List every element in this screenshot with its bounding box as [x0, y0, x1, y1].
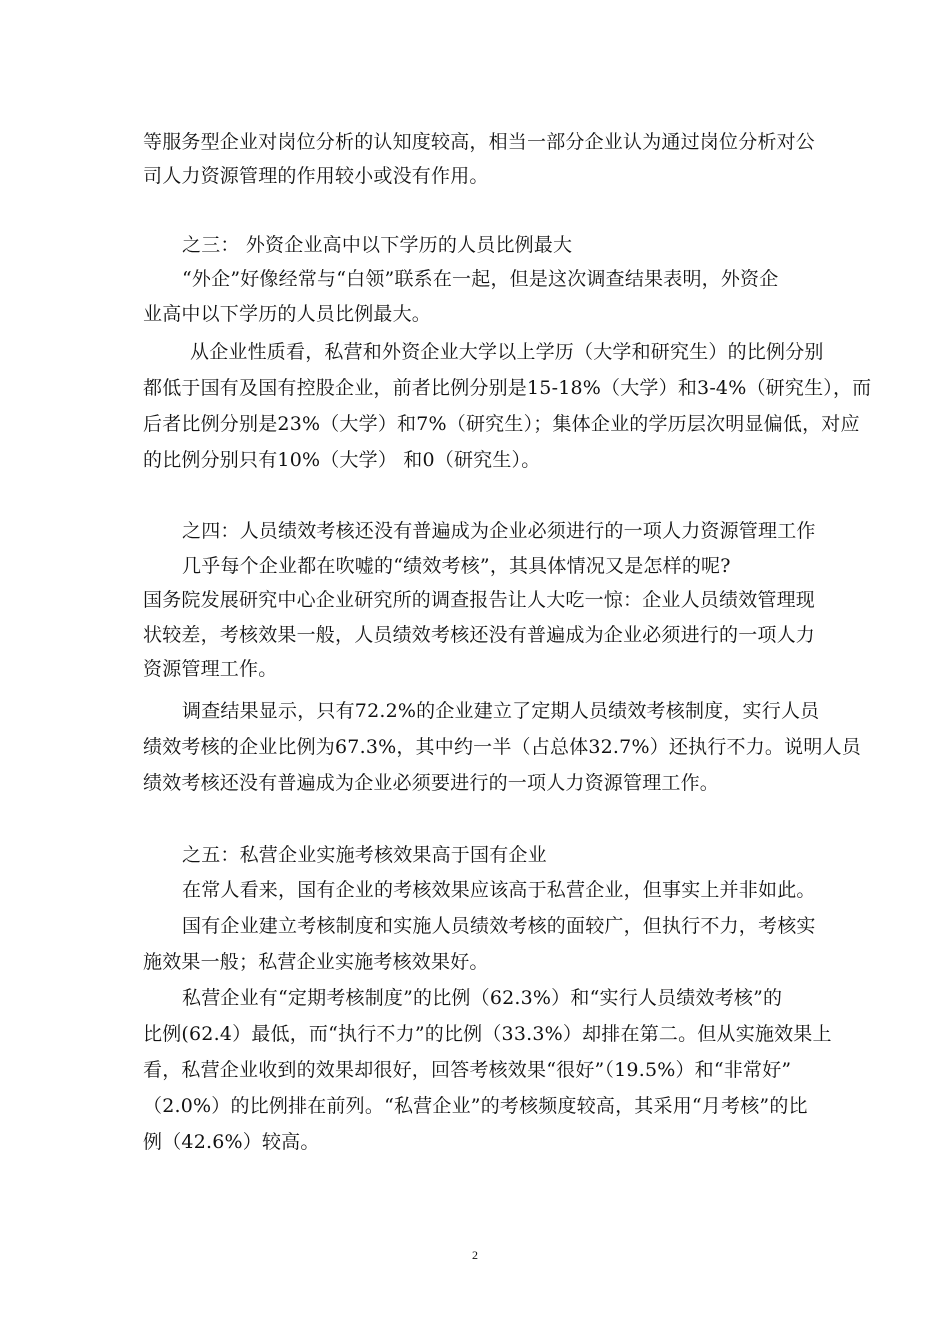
paragraph-line: 国务院发展研究中心企业研究所的调查报告让人大吃一惊：企业人员绩效管理现: [143, 589, 816, 611]
paragraph-line: 从企业性质看，私营和外资企业大学以上学历（大学和研究生）的比例分别: [190, 341, 824, 363]
paragraph-line: 资源管理工作。: [143, 658, 278, 680]
section-heading: 之三： 外资企业高中以下学历的人员比例最大: [182, 234, 573, 256]
paragraph-line: 等服务型企业对岗位分析的认知度较高，相当一部分企业认为通过岗位分析对公: [143, 131, 816, 153]
paragraph-line: 国有企业建立考核制度和实施人员绩效考核的面较广，但执行不力，考核实: [182, 915, 816, 937]
section-heading: 之五：私营企业实施考核效果高于国有企业: [182, 844, 547, 866]
paragraph-line: 都低于国有及国有控股企业，前者比例分别是15-18%（大学）和3-4%（研究生），而: [143, 377, 872, 399]
paragraph-line: 的比例分别只有10%（大学） 和0（研究生）。: [143, 449, 541, 471]
paragraph-line: 业高中以下学历的人员比例最大。: [143, 303, 432, 325]
paragraph-line: 私营企业有“定期考核制度”的比例（62.3%）和“实行人员绩效考核”的: [182, 987, 783, 1009]
paragraph-line: 例（42.6%）较高。: [143, 1131, 320, 1153]
paragraph-line: 司人力资源管理的作用较小或没有作用。: [143, 165, 489, 187]
paragraph-line: 比例(62.4）最低，而“执行不力”的比例（33.3%）却排在第二。但从实施效果上: [143, 1023, 832, 1045]
paragraph-line: 状较差，考核效果一般，人员绩效考核还没有普遍成为企业必须进行的一项人力: [143, 624, 816, 646]
paragraph-line: 后者比例分别是23%（大学）和7%（研究生）；集体企业的学历层次明显偏低，对应: [143, 413, 860, 435]
paragraph-line: 看，私营企业收到的效果却很好，回答考核效果“很好”（19.5%）和“非常好”: [143, 1059, 792, 1081]
paragraph-line: 调查结果显示，只有72.2%的企业建立了定期人员绩效考核制度，实行人员: [182, 700, 820, 722]
paragraph-line: 在常人看来，国有企业的考核效果应该高于私营企业，但事实上并非如此。: [182, 879, 816, 901]
paragraph-line: “外企”好像经常与“白领”联系在一起，但是这次调查结果表明，外资企: [182, 268, 779, 290]
paragraph-line: 绩效考核还没有普遍成为企业必须要进行的一项人力资源管理工作。: [143, 772, 720, 794]
paragraph-line: 绩效考核的企业比例为67.3%，其中约一半（占总体32.7%）还执行不力。说明人员: [143, 736, 861, 758]
paragraph-line: 几乎每个企业都在吹嘘的“绩效考核”，其具体情况又是怎样的呢?: [182, 555, 731, 577]
paragraph-line: （2.0%）的比例排在前列。“私营企业”的考核频度较高，其采用“月考核”的比: [143, 1095, 808, 1117]
section-heading: 之四：人员绩效考核还没有普遍成为企业必须进行的一项人力资源管理工作: [182, 520, 816, 542]
page-number: 2: [472, 1248, 478, 1262]
paragraph-line: 施效果一般；私营企业实施考核效果好。: [143, 951, 489, 973]
